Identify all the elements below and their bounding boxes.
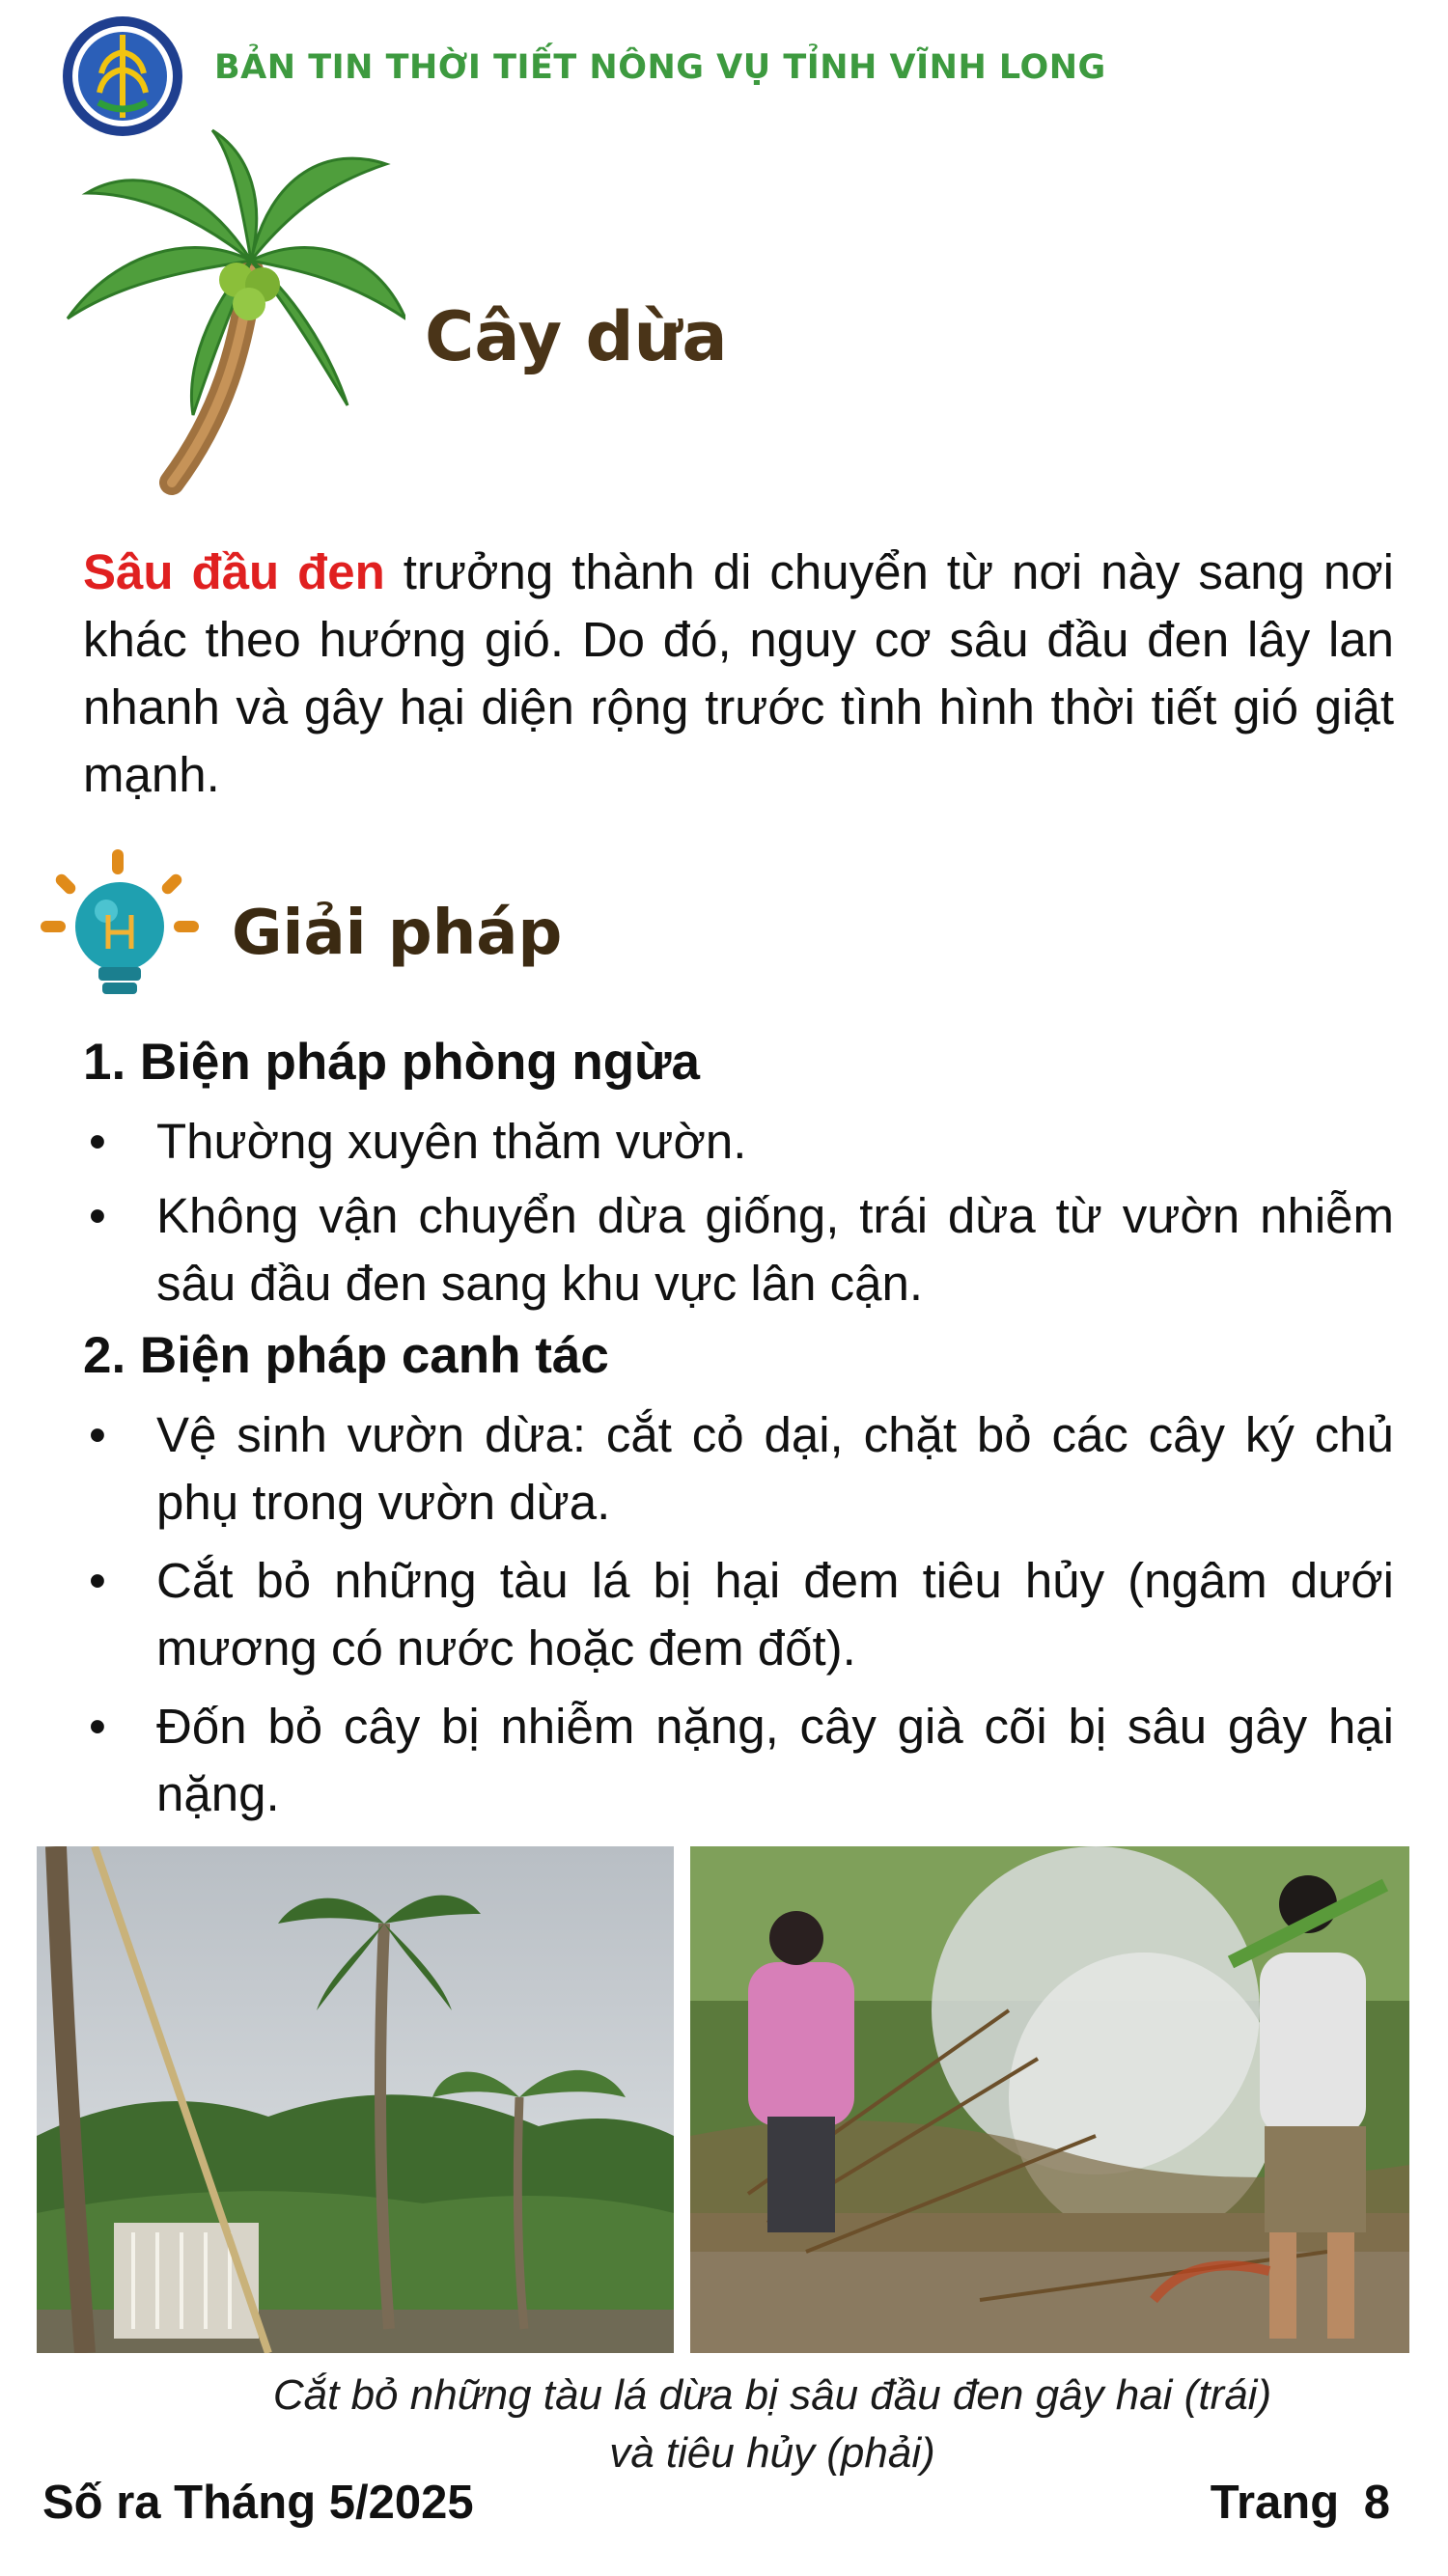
photo-caption: [97, 2367, 1448, 2482]
intro-paragraph: [83, 539, 1394, 809]
solution-title: Giải pháp: [232, 898, 563, 969]
agriculture-department-seal-icon: [60, 14, 185, 139]
issue-label: Số ra Tháng 5/2025: [42, 2477, 474, 2529]
lightbulb-icon: [39, 847, 203, 1002]
list-item: [83, 1401, 1394, 1537]
section-title-cultivation: 2. Biện pháp canh tác: [83, 1327, 609, 1384]
list-item-text: Thường xuyên thăm vườn.: [156, 1114, 747, 1169]
bullet-dot: •: [89, 1553, 106, 1608]
coconut-garden-photo: [37, 1846, 674, 2353]
intro-text: trưởng thành di chuyển từ nơi này sang nơi khác theo hướng gió. Do đó, nguy cơ sâu đầu đen lây lan nhanh và gây hại diện rộng trước tình hình thời tiết gió giật mạnh.: [83, 544, 1394, 802]
list-item: [83, 1108, 1394, 1176]
bulletin-title: BẢN TIN THỜI TIẾT NÔNG VỤ TỈNH VĨNH LONG: [214, 48, 1106, 87]
bullet-dot: •: [89, 1699, 106, 1754]
list-item-text: Đốn bỏ cây bị nhiễm nặng, cây già cõi bị sâu gây hại nặng.: [156, 1699, 1394, 1821]
bullet-dot: •: [89, 1188, 106, 1243]
bullet-dot: •: [89, 1114, 106, 1169]
list-item-text: Cắt bỏ những tàu lá bị hại đem tiêu hủy (ngâm dưới mương có nước hoặc đem đốt).: [156, 1553, 1394, 1676]
crop-title: Cây dừa: [425, 297, 728, 376]
list-item: [83, 1547, 1394, 1682]
section-title-prevention: 1. Biện pháp phòng ngừa: [83, 1034, 701, 1091]
list-item: [83, 1182, 1394, 1317]
caption-line-2: và tiêu hủy (phải): [609, 2429, 935, 2477]
list-item: [83, 1693, 1394, 1828]
bullet-dot: •: [89, 1407, 106, 1462]
caption-line-1: Cắt bỏ những tàu lá dừa bị sâu đầu đen gây hai (trái): [272, 2371, 1272, 2419]
coconut-palm-icon: [58, 125, 405, 502]
pest-name-highlight: Sâu đầu đen: [83, 544, 385, 599]
page-number: Trang 8: [1210, 2477, 1390, 2529]
list-item-text: Vệ sinh vườn dừa: cắt cỏ dại, chặt bỏ các cây ký chủ phụ trong vườn dừa.: [156, 1407, 1394, 1530]
burning-leaves-photo: [690, 1846, 1409, 2353]
list-item-text: Không vận chuyển dừa giống, trái dừa từ vườn nhiễm sâu đầu đen sang khu vực lân cận.: [156, 1188, 1394, 1311]
